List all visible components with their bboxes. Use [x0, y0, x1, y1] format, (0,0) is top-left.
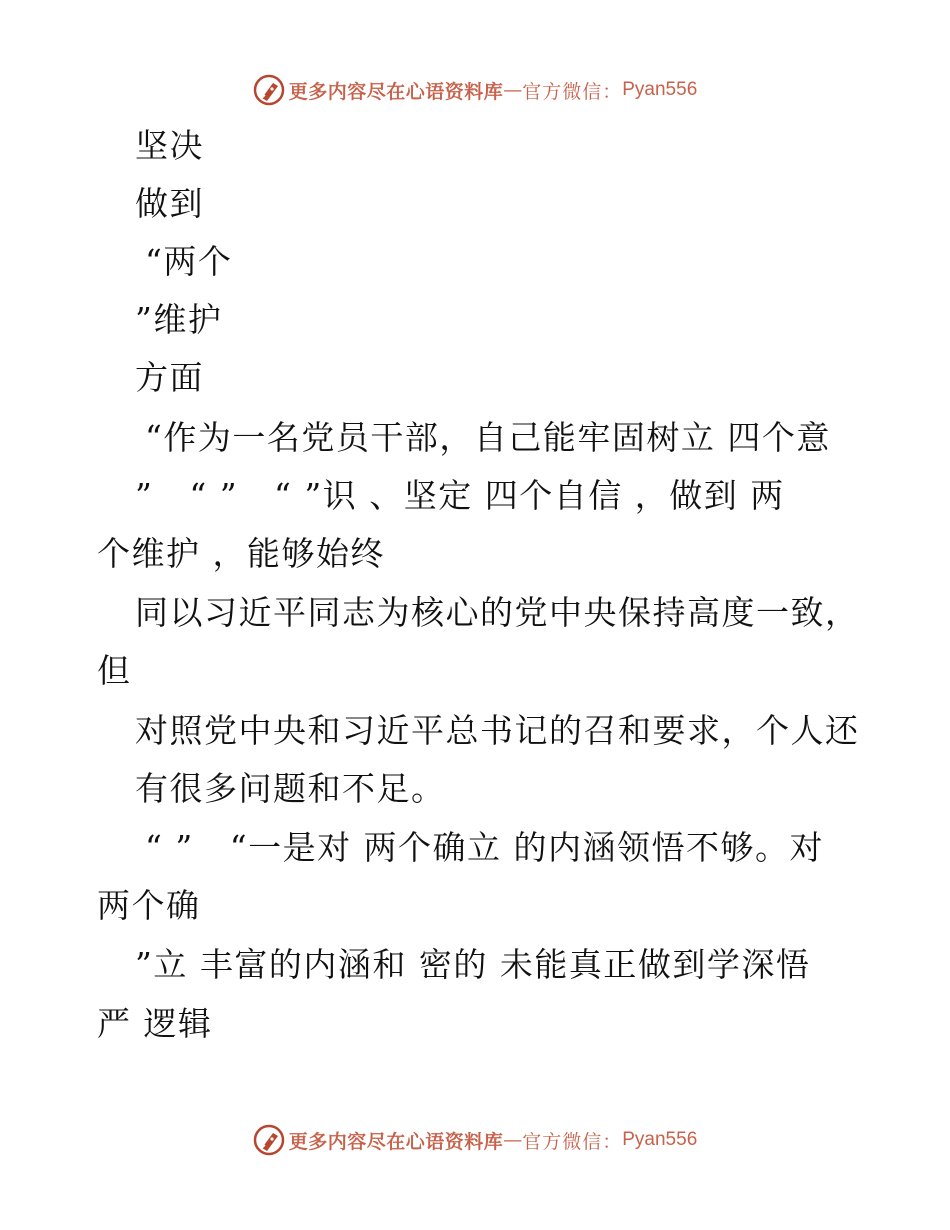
banner-wechat-label: 官方微信： [522, 1130, 623, 1153]
body-line: 对照党中央和习近平总书记的召和要求，个人还 [135, 711, 860, 750]
body-line: 个维护 ，能够始终 [97, 534, 385, 573]
banner-main-text: 更多内容尽在心语资料库 [288, 80, 504, 103]
banner-wechat-id: Pyan556 [622, 79, 698, 100]
pen-nib-logo-icon [253, 74, 285, 106]
body-line: 但 [97, 651, 132, 690]
header-banner [0, 70, 950, 110]
body-line: 严 逻辑 [97, 1004, 213, 1043]
body-line: 坚决 [135, 126, 204, 165]
body-line: 做到 [135, 184, 204, 223]
banner-wechat-id: Pyan556 [622, 1129, 698, 1150]
body-line: “作为一名党员干部，自己能牢固树立 四个意 [145, 418, 831, 457]
pen-nib-logo-icon [253, 1124, 285, 1156]
body-line: “ ” “一是对 两个确立 的内涵领悟不够。对 [145, 828, 825, 867]
banner-separator: — [503, 1129, 523, 1151]
banner-wechat-label: 官方微信： [522, 80, 623, 103]
body-line: ” “ ” “ ”识 、坚定 四个自信 ，做到 两 [135, 476, 785, 515]
banner-separator: — [503, 79, 523, 101]
body-line: 方面 [135, 358, 204, 397]
footer-banner [0, 1120, 950, 1160]
body-line: ”立 丰富的内涵和 密的 未能真正做到学深悟 [135, 945, 811, 984]
body-line: 两个确 [97, 886, 201, 925]
body-line: ”维护 [135, 300, 223, 339]
body-line: 有很多问题和不足。 [135, 769, 446, 808]
body-line: “两个 [145, 242, 233, 281]
banner-main-text: 更多内容尽在心语资料库 [288, 1130, 504, 1153]
body-line: 同以习近平同志为核心的党中央保持高度一致， [135, 593, 860, 632]
